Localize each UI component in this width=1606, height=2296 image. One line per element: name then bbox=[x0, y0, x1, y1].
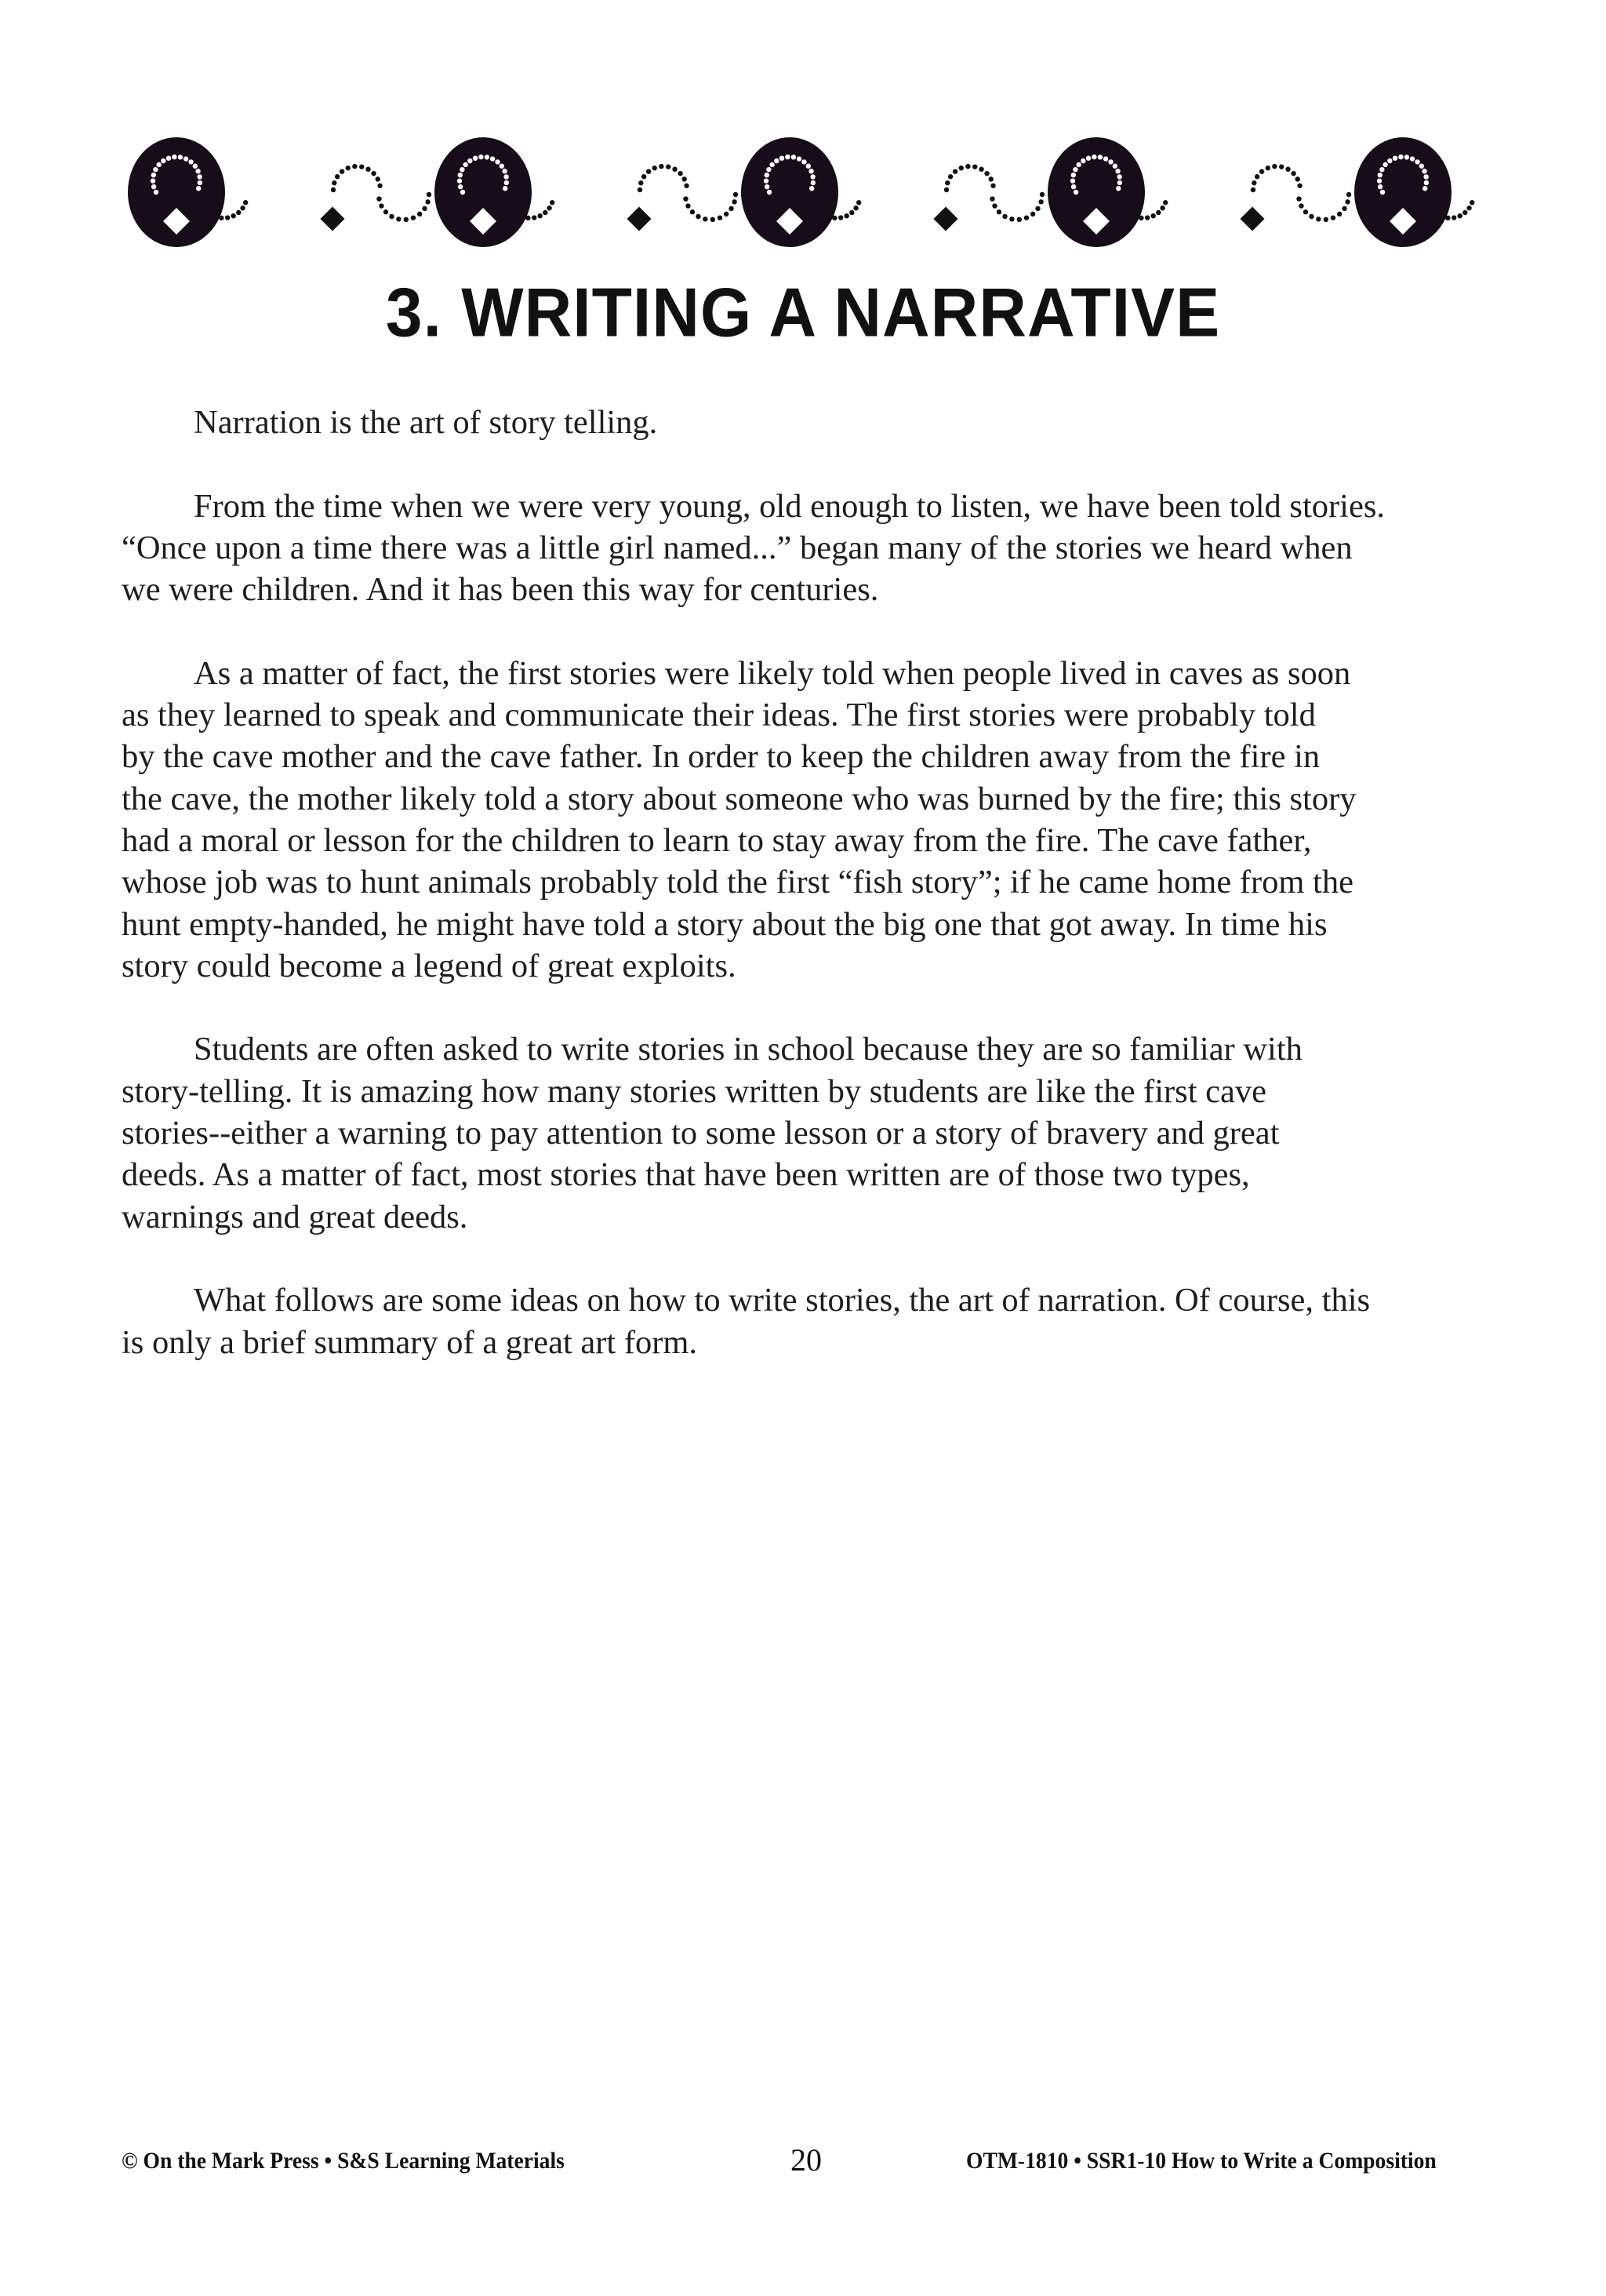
dot bbox=[1040, 192, 1045, 197]
dot bbox=[1378, 184, 1383, 189]
dot bbox=[1423, 174, 1428, 179]
dot bbox=[473, 155, 478, 160]
dot bbox=[1337, 212, 1342, 217]
dot bbox=[1073, 167, 1077, 172]
dot bbox=[1113, 164, 1117, 169]
dot bbox=[1035, 206, 1040, 211]
dot bbox=[503, 174, 508, 179]
text-line: deeds. As a matter of fact, most stories that have been written are of those two types, bbox=[122, 1156, 1250, 1194]
dot bbox=[240, 206, 245, 210]
dot bbox=[659, 164, 663, 169]
dot bbox=[195, 169, 200, 173]
dot bbox=[1387, 158, 1392, 163]
dot bbox=[1116, 186, 1121, 191]
dot bbox=[1086, 155, 1091, 160]
dot bbox=[953, 169, 957, 173]
dot bbox=[764, 178, 768, 183]
dot bbox=[495, 159, 500, 164]
paragraph bbox=[122, 1028, 1486, 1237]
dot bbox=[532, 215, 536, 220]
dot bbox=[791, 155, 796, 159]
dot bbox=[1279, 164, 1284, 169]
dot bbox=[490, 156, 495, 161]
dot bbox=[196, 186, 201, 191]
dot bbox=[990, 196, 994, 201]
dot bbox=[1108, 159, 1113, 164]
dot bbox=[503, 186, 507, 191]
dot bbox=[396, 217, 401, 221]
dot bbox=[1251, 187, 1255, 192]
dot bbox=[944, 187, 949, 192]
dot bbox=[718, 215, 722, 220]
page-title: 3. WRITING A NARRATIVE bbox=[385, 273, 1221, 351]
text-line: story-telling. It is amazing how many stories written by students are like the first cave bbox=[122, 1072, 1266, 1110]
dot bbox=[485, 155, 489, 159]
dot bbox=[1424, 180, 1429, 185]
paragraph bbox=[122, 653, 1486, 987]
dot bbox=[710, 217, 715, 222]
dot bbox=[806, 164, 811, 169]
dot bbox=[1331, 215, 1335, 220]
text-line: Narration is the art of story telling. bbox=[194, 404, 658, 441]
dot bbox=[652, 166, 657, 170]
dot bbox=[520, 214, 525, 219]
page-number: 20 bbox=[790, 2142, 822, 2178]
dot bbox=[427, 192, 431, 197]
dot bbox=[340, 169, 344, 173]
dot bbox=[1457, 213, 1462, 218]
dot bbox=[376, 176, 380, 181]
dot bbox=[1071, 184, 1076, 189]
dot bbox=[417, 212, 422, 217]
dot bbox=[1150, 213, 1155, 218]
dot bbox=[1074, 190, 1078, 195]
dot bbox=[193, 164, 198, 169]
text-line: the cave, the mother likely told a story about someone who was burned by the fire; this story bbox=[122, 780, 1357, 817]
dot bbox=[460, 190, 465, 195]
dot bbox=[236, 210, 241, 215]
dot bbox=[225, 215, 230, 220]
text-line: As a matter of fact, the first stories were likely told when people lived in caves as soon bbox=[194, 654, 1351, 692]
dot bbox=[729, 206, 733, 211]
dot bbox=[984, 171, 989, 176]
dot bbox=[371, 171, 376, 176]
dot bbox=[332, 180, 336, 185]
dot bbox=[678, 171, 682, 176]
footer-title: OTM-1810 • SSR1-10 How to Write a Composition bbox=[966, 2148, 1437, 2174]
dot bbox=[502, 169, 507, 173]
dot bbox=[1272, 164, 1277, 169]
paragraph bbox=[122, 486, 1486, 611]
dot bbox=[1423, 186, 1427, 191]
dot bbox=[732, 199, 736, 204]
dot bbox=[1117, 174, 1121, 179]
dot bbox=[990, 184, 995, 188]
dot bbox=[779, 155, 784, 160]
dot bbox=[1133, 214, 1138, 219]
dot bbox=[463, 162, 467, 167]
dot bbox=[1324, 217, 1328, 222]
dot bbox=[178, 155, 183, 159]
text-line: What follows are some ideas on how to write stories, the art of narration. Of course, this bbox=[194, 1282, 1371, 1319]
dot bbox=[1296, 196, 1301, 201]
dot bbox=[992, 203, 997, 208]
dot bbox=[379, 203, 383, 208]
text-line: whose job was to hunt animals probably told the first “fish story”; if he came home from the bbox=[122, 864, 1353, 901]
dot bbox=[1139, 216, 1143, 220]
dot bbox=[703, 217, 707, 221]
dot bbox=[500, 164, 504, 169]
body-text bbox=[122, 402, 1486, 1405]
dot bbox=[1303, 209, 1308, 214]
dot bbox=[685, 203, 690, 208]
dot bbox=[151, 173, 156, 177]
dot bbox=[1466, 206, 1471, 210]
dot bbox=[1462, 210, 1467, 215]
dot bbox=[377, 184, 382, 188]
dot bbox=[1295, 176, 1300, 181]
dot bbox=[1255, 174, 1259, 179]
dot bbox=[808, 169, 813, 173]
text-line: stories--either a warning to pay attention to some lesson or a story of bravery and great bbox=[122, 1115, 1280, 1152]
dot bbox=[231, 213, 235, 218]
dot bbox=[856, 200, 861, 205]
text-line: we were children. And it has been this way for centuries. bbox=[122, 571, 879, 609]
dot bbox=[1309, 214, 1314, 219]
dot bbox=[1117, 180, 1122, 185]
dot bbox=[733, 192, 738, 197]
text-line: From the time when we were very young, old enough to listen, we have been told stories. bbox=[194, 487, 1386, 525]
dot bbox=[945, 180, 950, 185]
dot bbox=[1163, 200, 1168, 205]
paragraph bbox=[122, 402, 1486, 443]
dot bbox=[467, 158, 472, 163]
dot bbox=[359, 164, 364, 169]
dot bbox=[767, 190, 772, 195]
dot bbox=[425, 199, 430, 204]
dot bbox=[1070, 178, 1075, 183]
dot bbox=[1419, 164, 1424, 169]
dot bbox=[1379, 167, 1384, 172]
dot bbox=[1030, 212, 1035, 217]
dot bbox=[1299, 203, 1303, 208]
dot bbox=[1252, 180, 1256, 185]
dot bbox=[346, 166, 351, 170]
dot bbox=[183, 156, 188, 161]
dot bbox=[1115, 169, 1120, 173]
dot bbox=[1081, 158, 1085, 163]
dot bbox=[166, 155, 171, 160]
dot bbox=[458, 184, 463, 189]
dot bbox=[1259, 169, 1264, 173]
text-line: “Once upon a time there was a little girl named...” began many of the stories we heard when bbox=[122, 529, 1353, 566]
dot bbox=[1377, 178, 1382, 183]
dot bbox=[849, 210, 854, 215]
dot bbox=[213, 214, 218, 219]
dot bbox=[646, 169, 651, 173]
dot bbox=[1024, 215, 1029, 220]
dot bbox=[1071, 173, 1076, 177]
text-line: by the cave mother and the cave father. In order to keep the children away from the fire in bbox=[122, 738, 1321, 776]
dot bbox=[1092, 155, 1096, 159]
dot bbox=[810, 174, 815, 179]
text-line: hunt empty-handed, he might have told a story about the big one that got away. In time his bbox=[122, 905, 1328, 943]
dot bbox=[801, 159, 806, 164]
dot bbox=[153, 167, 158, 172]
dot bbox=[243, 200, 248, 205]
dot bbox=[832, 216, 837, 220]
dot bbox=[672, 167, 677, 172]
dot bbox=[154, 190, 158, 195]
dot bbox=[683, 196, 688, 201]
dot bbox=[161, 158, 165, 163]
dot bbox=[965, 164, 970, 169]
text-line: as they learned to speak and communicate their ideas. The first stories were probably told bbox=[122, 697, 1316, 734]
dot bbox=[774, 158, 779, 163]
dot bbox=[838, 215, 843, 220]
dot bbox=[458, 173, 463, 177]
dot bbox=[550, 200, 554, 205]
dot bbox=[1422, 169, 1426, 173]
dot bbox=[197, 174, 202, 179]
dot bbox=[156, 162, 161, 167]
dot bbox=[383, 209, 388, 214]
dot bbox=[1393, 155, 1397, 160]
dot bbox=[1160, 206, 1165, 210]
dot bbox=[1452, 215, 1456, 220]
dot bbox=[827, 214, 831, 219]
dot bbox=[811, 180, 816, 185]
decorative-border bbox=[118, 133, 1498, 251]
dot bbox=[797, 156, 801, 161]
dot bbox=[690, 209, 695, 214]
dot bbox=[1156, 210, 1161, 215]
dot bbox=[638, 180, 643, 185]
dot bbox=[769, 162, 774, 167]
dot bbox=[1345, 199, 1350, 204]
diamond-icon bbox=[320, 206, 344, 231]
text-line: is only a brief summary of a great art form. bbox=[122, 1323, 698, 1361]
dot bbox=[1445, 216, 1450, 220]
dot bbox=[1316, 217, 1321, 221]
dot bbox=[1297, 184, 1302, 188]
dot bbox=[785, 155, 790, 159]
dot bbox=[1017, 217, 1022, 222]
dot bbox=[765, 184, 769, 189]
dot bbox=[547, 206, 551, 210]
dot bbox=[1398, 155, 1403, 159]
dot bbox=[460, 167, 464, 172]
dot bbox=[809, 186, 814, 191]
dot bbox=[641, 174, 646, 179]
dot bbox=[682, 176, 687, 181]
dot bbox=[151, 178, 155, 183]
dot bbox=[1346, 192, 1351, 197]
dot bbox=[389, 214, 394, 219]
dot bbox=[766, 167, 771, 172]
dot bbox=[376, 196, 381, 201]
text-line: Students are often asked to write stories in school because they are so familiar with bbox=[194, 1031, 1303, 1068]
dot bbox=[1266, 166, 1270, 170]
dot bbox=[525, 216, 530, 220]
dot bbox=[844, 213, 848, 218]
dot bbox=[972, 164, 977, 169]
dot bbox=[853, 206, 858, 210]
dot bbox=[1038, 199, 1043, 204]
dot bbox=[959, 166, 964, 170]
dot bbox=[1470, 200, 1474, 205]
text-line: had a moral or lesson for the children to learn to stay away from the fire. The cave father, bbox=[122, 821, 1312, 859]
dot bbox=[684, 184, 689, 188]
dot bbox=[948, 174, 953, 179]
dot bbox=[198, 180, 202, 185]
dot bbox=[997, 209, 1001, 214]
dot bbox=[422, 206, 427, 211]
dot bbox=[1009, 217, 1014, 221]
dot bbox=[457, 178, 462, 183]
dot bbox=[478, 155, 483, 159]
dot bbox=[1145, 215, 1150, 220]
dot bbox=[1415, 159, 1419, 164]
dot bbox=[1076, 162, 1081, 167]
dot bbox=[151, 184, 156, 189]
dot bbox=[219, 216, 223, 220]
dot bbox=[666, 164, 670, 169]
dot bbox=[543, 210, 547, 215]
dot bbox=[172, 155, 176, 159]
dot bbox=[724, 212, 729, 217]
dot bbox=[1002, 214, 1007, 219]
text-line: warnings and great deeds. bbox=[122, 1198, 468, 1235]
dot bbox=[1378, 173, 1383, 177]
dot bbox=[352, 164, 357, 169]
dot bbox=[765, 173, 769, 177]
dot bbox=[365, 167, 370, 172]
dot bbox=[1291, 171, 1295, 176]
diamond-icon bbox=[627, 206, 651, 231]
dot bbox=[638, 187, 642, 192]
dot bbox=[404, 217, 409, 222]
dot bbox=[1404, 155, 1409, 159]
dot bbox=[411, 215, 416, 220]
dot bbox=[1103, 156, 1108, 161]
diamond-icon bbox=[1240, 206, 1264, 231]
dot bbox=[1342, 206, 1346, 211]
dot bbox=[188, 159, 193, 164]
dot bbox=[335, 174, 340, 179]
diamond-icon bbox=[933, 206, 957, 231]
dot bbox=[1410, 156, 1415, 161]
paragraph bbox=[122, 1279, 1486, 1363]
dot bbox=[979, 167, 983, 172]
dot bbox=[331, 187, 336, 192]
dot bbox=[696, 214, 700, 219]
footer-copyright: © On the Mark Press • S&S Learning Materials bbox=[122, 2148, 565, 2174]
dot bbox=[1285, 167, 1290, 172]
dot bbox=[504, 180, 509, 185]
dot bbox=[1383, 162, 1387, 167]
dot bbox=[1098, 155, 1103, 159]
dot bbox=[1380, 190, 1385, 195]
dot bbox=[1440, 214, 1444, 219]
dot bbox=[989, 176, 994, 181]
dot bbox=[537, 213, 542, 218]
text-line: story could become a legend of great exploits. bbox=[122, 947, 736, 984]
